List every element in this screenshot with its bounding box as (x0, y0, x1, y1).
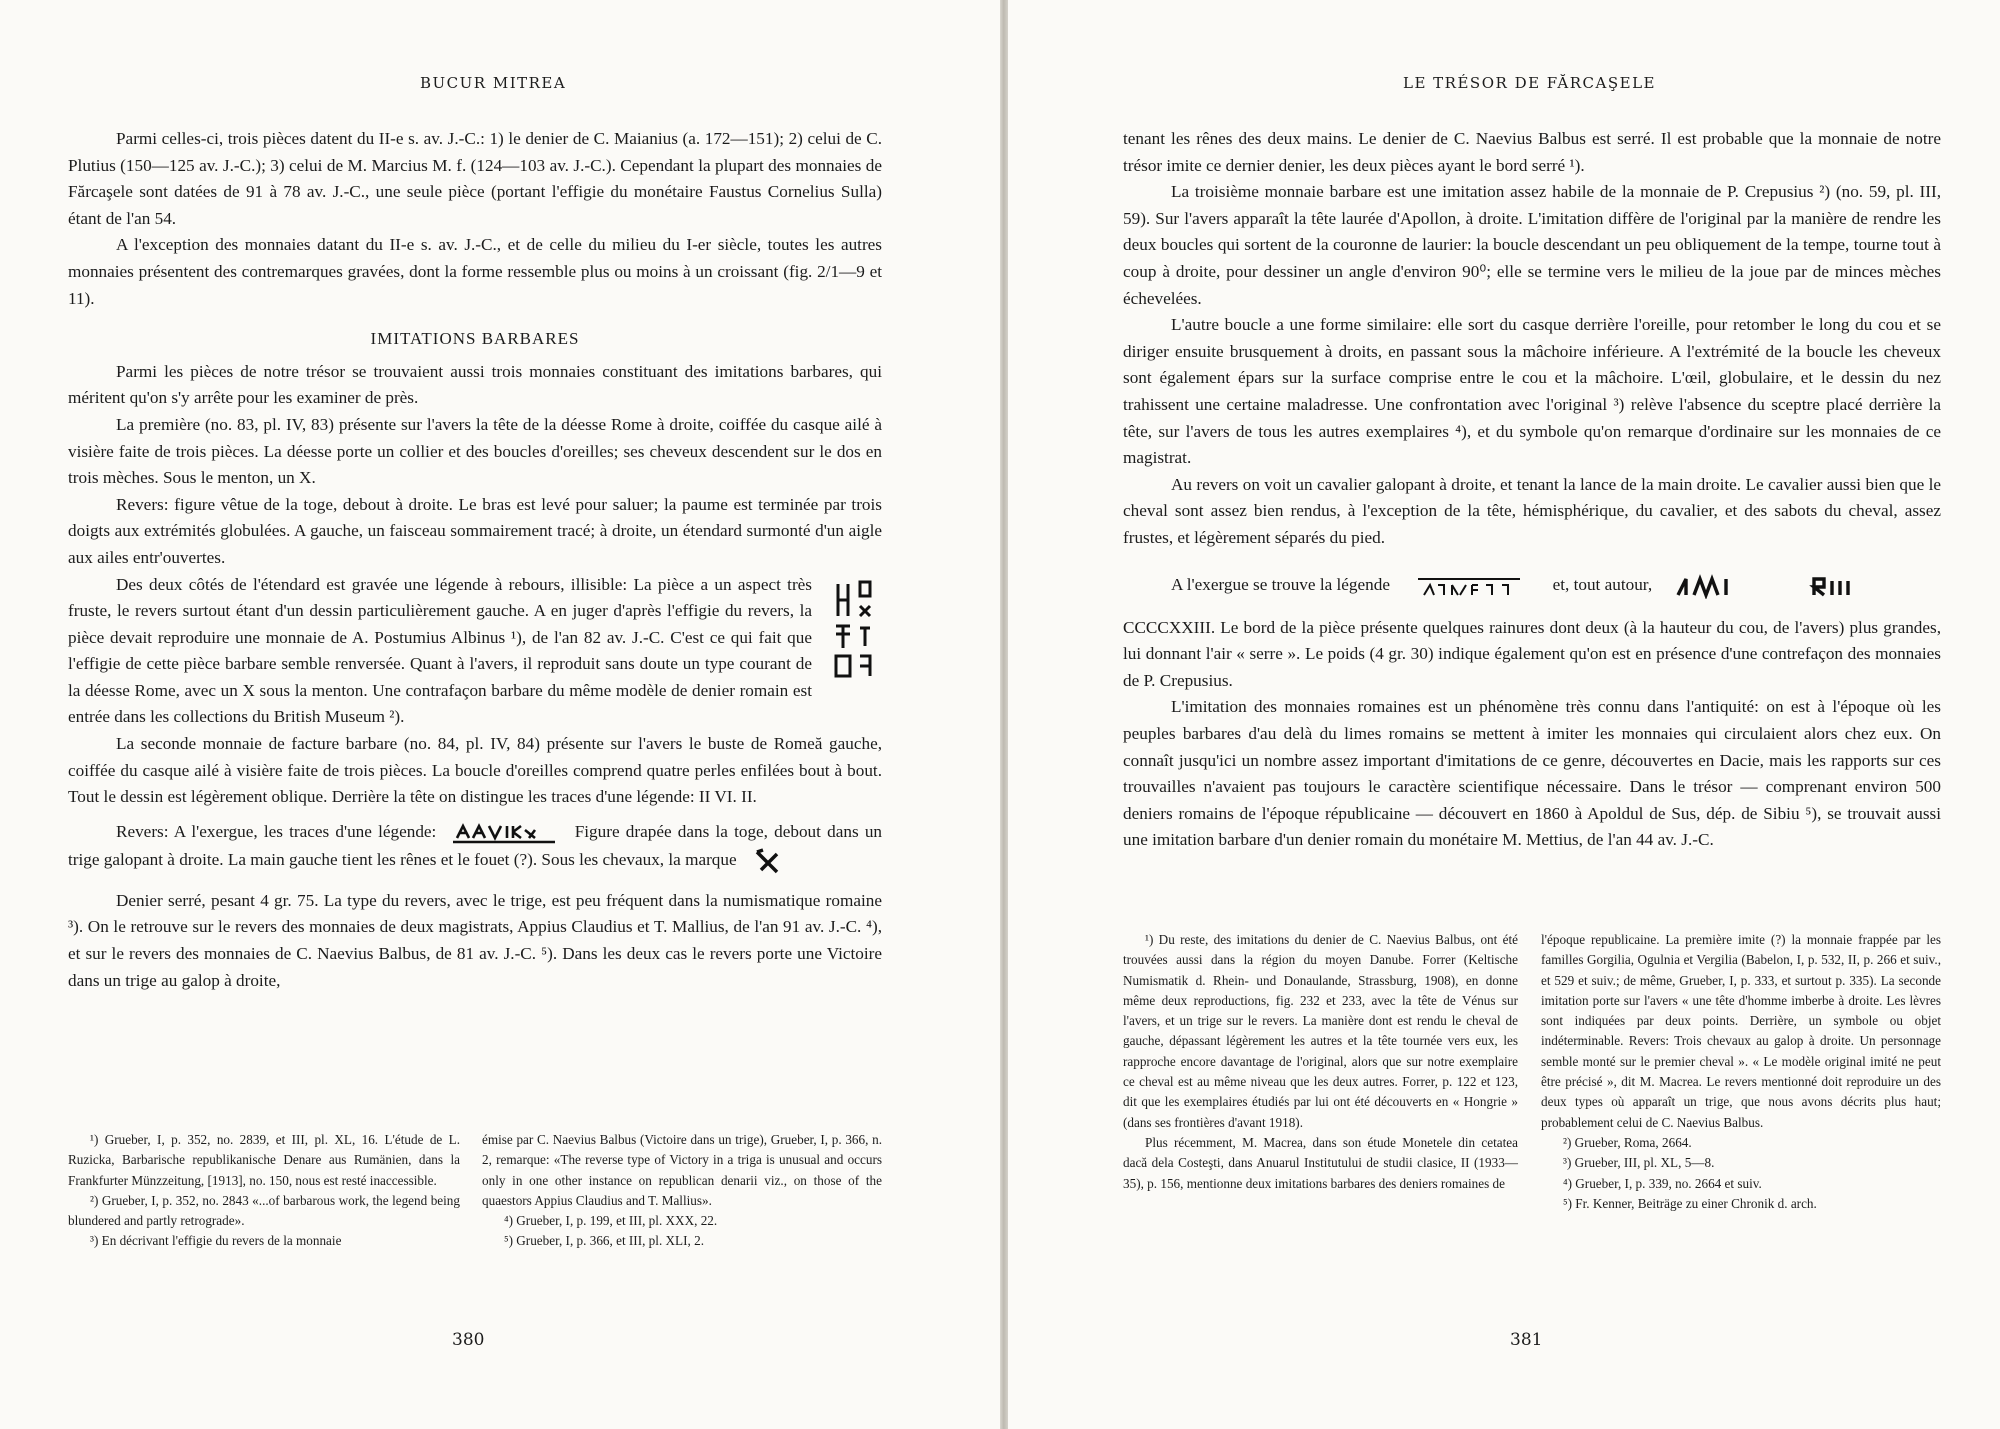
footnote: ³) En décrivant l'effigie du revers de la monnaie (90, 1233, 342, 1249)
paragraph (1123, 572, 1941, 599)
footnote-continuation: émise par C. Naevius Balbus (Victoire dans un trige), Grueber, I, p. 366, n. 2, remarque: «The reverse type of Victory in a triga is unusual and occurs only in one other instance on republican denarii viz., on those of the quaestors Appius Claudius and T. Mallius». (482, 1132, 882, 1208)
footnote: ²) Grueber, Roma, 2664. (1563, 1134, 1692, 1150)
footnote-continuation: l'époque republicaine. La première imite (?) la monnaie frappée par les familles Gorgilia, Ogulnia et Vergilia (Babelon, I, p. 532, II, p. 266 et suiv., et 529 et suiv.; de même, Grueber, I, p. 333, et surtout p. 335). La seconde imitation porte sur l'avers « une tête d'homme imberbe à droite. Les lèvres sont indiquées par deux points. Derrière, un symbole ou objet indéterminable. Revers: Trois chevaux au galop à droite. Un personnage semble monté sur le premier cheval ». « Le modèle original imité ne peut être précisé », dit M. Macrea. Le revers mentionné doit reproduire un des deux types où apparaît un trige, que nous avons décrits plus haut; probablement celui de C. Naevius Balbus. (1541, 932, 1941, 1130)
paragraph: CCCCXXIII. Le bord de la pièce présente quelques rainures dont deux (à la hauteur du cou, de l'avers) plus grandes, lui donnant l'air « serre ». Le poids (4 gr. 30) indique également qu'on est en présence d'une contrefaçon des monnaies de P. Crepusius. (1123, 617, 1941, 690)
paragraph: La seconde monnaie de facture barbare (no. 84, pl. IV, 84) présente sur l'avers le buste de Romeă gauche, coiffée du casque ailé à visière faite de trois pièces. La boucle d'oreilles comprend quatre perles enfilées bout à bout. Tout le dessin est légèrement oblique. Derrière la tête on distingue les traces d'une légende: II VI. II. (68, 734, 882, 807)
book-gutter (1000, 0, 1008, 1429)
surrounding-legend-figure (1672, 573, 1862, 599)
paragraph: Parmi les pièces de notre trésor se trouvaient aussi trois monnaies constituant des imitations barbares, qui méritent qu'on s'y arrête pour les examiner de près. (68, 361, 882, 408)
footnote: ⁴) Grueber, I, p. 339, no. 2664 et suiv. (1563, 1175, 1762, 1191)
page-number-right: 381 (1510, 1330, 1543, 1350)
running-head-left: BUCUR MITREA (420, 74, 567, 92)
footnote: ⁵) Fr. Kenner, Beiträge zu einer Chronik d. arch. (1563, 1195, 1817, 1211)
paragraph-continuation: et, tout autour, (1552, 574, 1653, 594)
paragraph: A l'exception des monnaies datant du II-e s. av. J.-C., et de celle du milieu du I-er siècle, toutes les autres monnaies présentent des contremarques gravées, dont la forme ressemble plus ou moins à un croissant (fig. 2/1—9 et 11). (68, 235, 882, 308)
paragraph: L'imitation des monnaies romaines est un phénomène très connu dans l'antiquité: on est à l'époque où les peuples barbares d'au delà du limes romains se mettent à imiter les monnaies qui circulaient alors chez eux. On connaît jusqu'ici un nombre assez important d'imitations de ce genre, découvertes en Dacie, mais les rapports sur ces trouvailles n'avaient pas toujours le caractère scientifique nécessaire. Dans le trésor — comprenant environ 500 deniers romains de l'époque républicaine — découvert en 1860 à Apoldul de Sus, dép. de Sibiu ⁵), se trouvait aussi une imitation barbare d'un denier romain du monétaire M. Mettius, de l'an 44 av. J.-C. (1123, 697, 1941, 850)
paragraph-continuation: Figure drapée dans la toge, debout dans un trige galopant à droite. La main gauche tient les rênes et le fouet (?). Sous les chevaux, la marque (68, 821, 883, 869)
mark-x-figure (751, 846, 785, 876)
paragraph: Revers: figure vêtue de la toge, debout à droite. Le bras est levé pour saluer; la paume est terminée par trois doigts aux extrémités globulées. A gauche, un faisceau sommairement tracé; à droite, un étendard surmonté d'un aigle aux ailes entr'ouvertes. (68, 494, 882, 567)
right-page (1008, 0, 2000, 1429)
paragraph (68, 819, 882, 876)
exergue-legend-figure (1416, 573, 1526, 599)
paragraph: tenant les rênes des deux mains. Le denier de C. Naevius Balbus est serré. Il est probable que la monnaie de notre trésor imite ce dernier denier, les deux pièces ayant le bord serré ¹). (1123, 129, 1941, 175)
left-footnotes-col1 (68, 1130, 460, 1252)
paragraph: Parmi celles-ci, trois pièces datent du II-e s. av. J.-C.: 1) le denier de C. Maianius (a. 172—151); 2) celui de C. Plutius (150—125 av. J.-C.); 3) celui de M. Marcius M. f. (124—103 av. J.-C.). Cependant la plupart des monnaies de Fărcaşele sont datées de 91 à 78 av. J.-C., une seule pièce (portant l'effigie du monétaire Faustus Cornelius Sulla) étant de l'an 54. (68, 129, 882, 228)
footnote: ²) Grueber, I, p. 352, no. 2843 «...of barbarous work, the legend being blundered and partly retrograde». (68, 1192, 460, 1229)
paragraph: Denier serré, pesant 4 gr. 75. La type du revers, avec le trige, est peu fréquent dans la numismatique romaine ³). On le retrouve sur le revers des monnaies de deux magistrats, Appius Claudius et T. Mallius, de l'an 91 av. J.-C. ⁴), et sur le revers des monnaies de C. Naevius Balbus, de 81 av. J.-C. ⁵). Dans les deux cas le revers porte une Victoire dans un trige au galop à droite, (68, 890, 882, 990)
left-main-text (68, 126, 882, 994)
footnote: ⁴) Grueber, I, p. 199, et III, pl. XXX, 22. (504, 1213, 718, 1229)
footnote: ³) Grueber, III, pl. XL, 5—8. (1563, 1155, 1715, 1171)
footnote: ¹) Grueber, I, p. 352, no. 2839, et III, pl. XL, 16. L'étude de L. Ruzicka, Barbarische republikanische Denare aus Rumänien, dans la Frankfurter Münzzeitung, [1913], no. 150, nous est resté inaccessible. (68, 1132, 460, 1188)
paragraph-start: A l'exergue se trouve la légende (1171, 574, 1390, 594)
footnote: Plus récemment, M. Macrea, dans son étude Monetele din cetatea dacă dela Costeşti, dans Anuarul Institutului de studii clasice, II (1933—35), p. 156, mentionne deux imitations barbares des deniers romaines de (1123, 1134, 1518, 1191)
running-head-right: LE TRÉSOR DE FĂRCAŞELE (1403, 74, 1656, 92)
paragraph: La première (no. 83, pl. IV, 83) présente sur l'avers la tête de la déesse Rome à droite, coiffée du casque ailé à visière faite de trois pièces. La déesse porte un collier et des boucles d'oreilles; ses cheveux descendent sur le dos en trois mèches. Sous le menton, un X. (68, 414, 882, 488)
retrograde-legend-figure (830, 576, 876, 686)
footnote: ⁵) Grueber, I, p. 366, et III, pl. XLI, 2. (504, 1233, 704, 1249)
footnote: ¹) Du reste, des imitations du denier de C. Naevius Balbus, ont été trouvées aussi dans la région du moyen Danube. Forrer (Keltische Numismatik d. Rhein- und Donaulande, Strassburg, 1908), en donne même deux reproductions, fig. 232 et 233, avec la tête de Vénus sur l'avers, et un trige sur le revers. La manière dont est rendu le cheval de gauche, dépassant légèrement les autres et la tête tournée vers eux, les rapproche encore davantage de l'original, alors que sur notre exemplaire ce cheval est au même niveau que les deux autres. Forrer, p. 122 et 123, dit que les exemplaires étudiés par lui ont été découverts en « Hongrie » (dans ses frontières d'avant 1918). (1123, 932, 1518, 1130)
paragraph-start: Revers: A l'exergue, les traces d'une légende: (116, 821, 437, 841)
page-number-left: 380 (452, 1330, 485, 1350)
paragraph: Au revers on voit un cavalier galopant à droite, et tenant la lance de la main droite. Le cavalier aussi bien que le cheval sont assez bien rendus, à l'exception de la tête, hémisphérique, du cavalier, et des sabots du cheval, assez frustes, et légèrement séparés du pied. (1123, 474, 1941, 547)
right-footnotes-col1 (1123, 930, 1518, 1194)
paragraph: Des deux côtés de l'étendard est gravée une légende à rebours, illisible: La pièce a un aspect très fruste, le revers surtout étant d'un dessin particulièrement gauche. A en juger d'après l'effigie du revers, la pièce devait reproduire une monnaie de A. Postumius Albinus ¹), de l'an 82 av. J.-C. C'est ce qui fait que l'effigie de cette pièce barbare semble renversée. Quant à l'avers, il reproduit sans doute un type courant de la déesse Rome, avec un X sous la menton. Une contrafaçon barbare du même modèle de denier romain est entrée dans les collections du British Museum ²). (68, 574, 812, 727)
paragraph: L'autre boucle a une forme similaire: elle sort du casque derrière l'oreille, pour retomber le long du cou et se diriger ensuite brusquement à droits, en passant sous la mâchoire inférieure. A l'extrémité de la boucle les cheveux sont également épars sur la surface comprise entre le cou et la mâchoire. L'œil, globulaire, et le dessin du nez trahissent une certaine maladresse. Une confrontation avec l'original ³) relève l'absence du sceptre placé derrière la tête, sur l'avers de tous les autres exemplaires ⁴), et du symbole qu'on remarque d'ordinaire sur les monnaies de ce magistrat. (1123, 315, 1941, 468)
paragraph: La troisième monnaie barbare est une imitation assez habile de la monnaie de P. Crepusius ²) (no. 59, pl. III, 59). Sur l'avers apparaît la tête laurée d'Apollon, à droite. L'imitation diffère de l'original par la manière de rendre les deux boucles qui sortent de la couronne de laurier: la boucle descendant un peu obliquement de la tempe, tourne tout à coup à droite, pour dessiner un angle d'environ 90⁰; elle se termine vers le milieu de la joue par de minces mèches échevelées. (1123, 182, 1941, 308)
exergue-legend-figure (451, 820, 561, 846)
left-footnotes-col2 (482, 1130, 882, 1252)
right-main-text (1123, 126, 1941, 854)
right-footnotes-col2 (1541, 930, 1941, 1214)
section-heading: IMITATIONS BARBARES (370, 329, 580, 349)
